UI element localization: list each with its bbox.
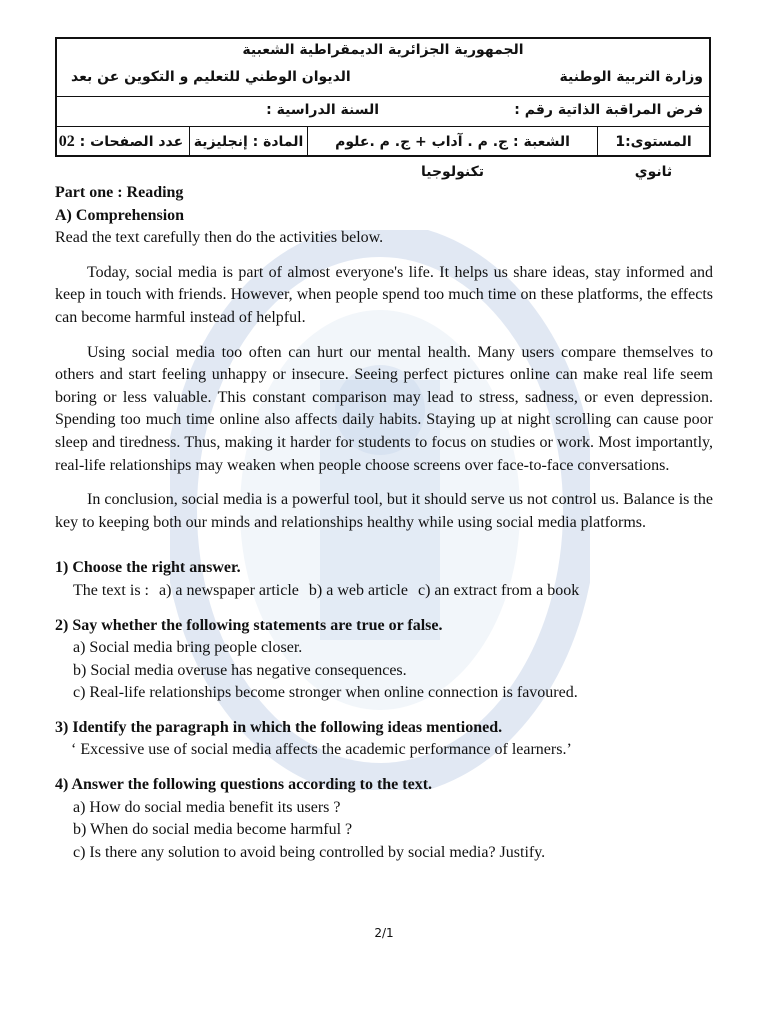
question-4-a: a) How do social media benefit its users ? <box>73 798 341 816</box>
option-c: c) an extract from a book <box>417 581 580 599</box>
part-title: Part one : Reading <box>55 184 184 201</box>
section-title: A) Comprehension <box>55 206 185 224</box>
statement-a: a) Social media bring people closer. <box>73 639 303 657</box>
subject-cell: المادة : إنجليزية <box>189 127 307 157</box>
office-name: الديوان الوطني للتعليم و التكوين عن بعد <box>71 69 351 85</box>
option-a: a) a newspaper article <box>158 581 299 599</box>
level-cell: المستوى:1 ثانوي <box>597 127 709 157</box>
option-b: b) a web article <box>308 581 408 599</box>
question-1-title: 1) Choose the right answer. <box>55 559 241 577</box>
paragraph-2: Using social media too often can hurt our mental health. Many users compare themselves to others and start feeling unhappy or insecure. Seeing perfect pictures online can make real life seem boring or less valuable. This constant comparison may lead to stress, sadness, or even depression. Spending too much time online also affects daily habits. Staying up at night scrolling can cause poor sleep and tiredness. Thus, making it harder for students to focus on studies or work. Most importantly, real-life relationships may weaken when people choose screens over face-to-face conversations. <box>55 343 713 474</box>
question-4-c: c) Is there any solution to avoid being controlled by social media? Justify. <box>73 843 546 861</box>
question-3-title: 3) Identify the paragraph in which the following ideas mentioned. <box>55 718 503 736</box>
stream-cell: الشعبة : ج. م . آداب + ج. م .علوم تكنولوجيا <box>307 127 597 157</box>
ministry-name: وزارة التربية الوطنية <box>559 69 703 85</box>
question-4-b: b) When do social media become harmful ? <box>73 821 353 839</box>
republic-title: الجمهورية الجزائرية الديمقراطية الشعبية <box>242 42 524 58</box>
page-number: 2/1 <box>374 926 394 940</box>
question-1-stem: The text is : <box>73 581 149 599</box>
test-title: فرض المراقبة الذاتية رقم : <box>514 102 703 118</box>
question-4-title: 4) Answer the following questions according to the text. <box>55 776 433 794</box>
pages-cell <box>53 127 189 157</box>
statement-b: b) Social media overuse has negative consequences. <box>73 661 407 679</box>
pages-label: عدد الصفحات : <box>79 134 184 150</box>
question-2-title: 2) Say whether the following statements are true or false. <box>55 616 443 634</box>
paragraph-1: Today, social media is part of almost everyone's life. It helps us share ideas, stay informed and keep in touch with friends. However, when people spend too much time on these platforms, the effects can become harmful instead of helpful. <box>55 263 713 326</box>
instruction: Read the text carefully then do the activities below. <box>55 229 384 247</box>
school-year: السنة الدراسية : <box>266 102 379 118</box>
exam-body <box>55 182 713 864</box>
exam-header <box>55 37 711 180</box>
question-3-quote: ‘ Excessive use of social media affects the academic performance of learners.’ <box>71 741 572 759</box>
paragraph-3: In conclusion, social media is a powerful tool, but it should serve us not control us. Balance is the key to keeping both our minds and relationships healthy while using social media platforms. <box>55 491 713 531</box>
pages-value: 02 <box>58 133 75 150</box>
statement-c: c) Real-life relationships become stronger when online connection is favoured. <box>73 684 578 702</box>
question-1-options <box>55 580 713 603</box>
